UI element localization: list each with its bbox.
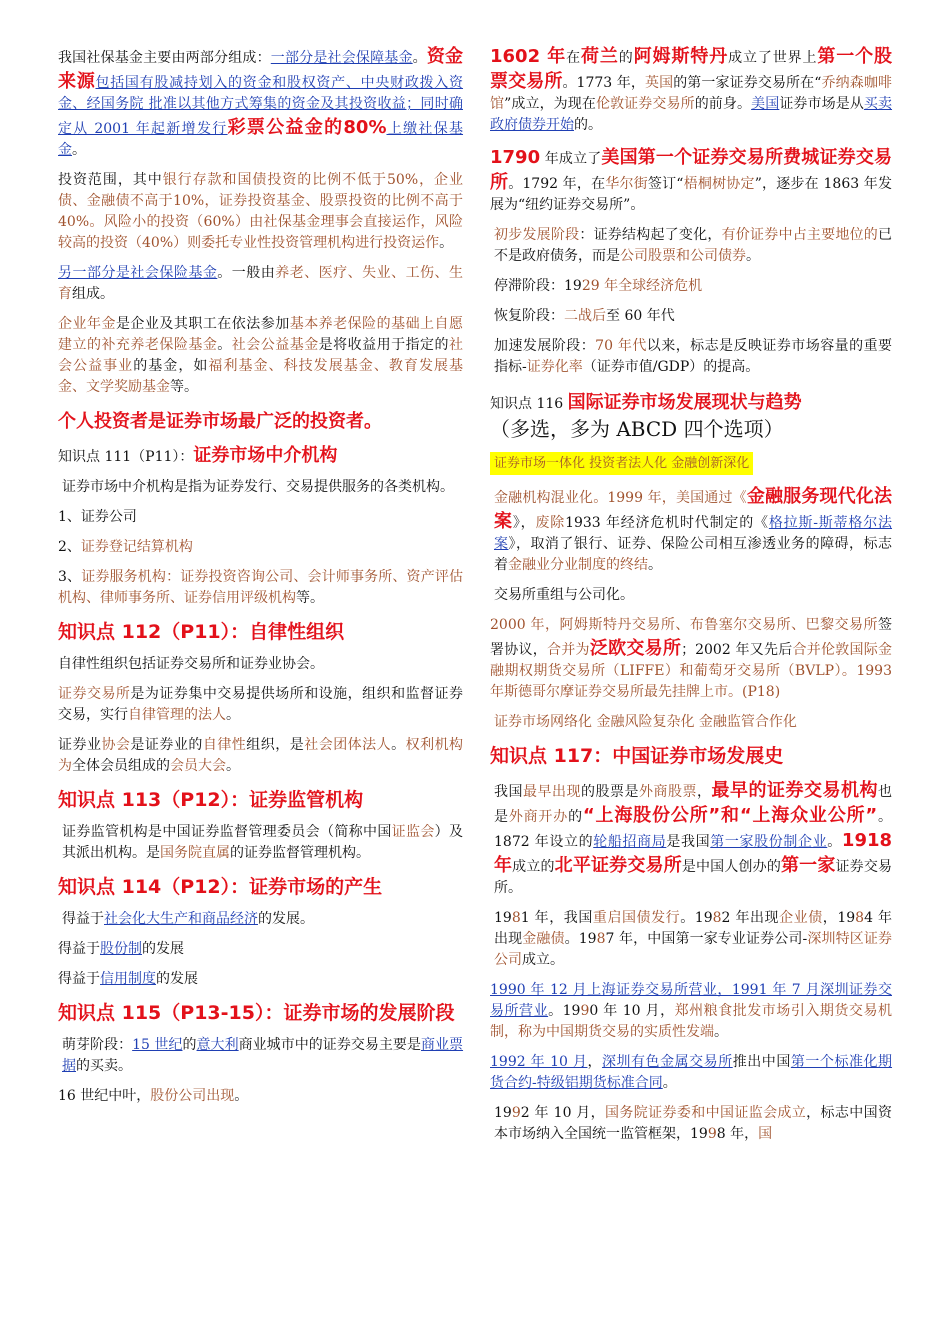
heading-112: 知识点 112（P11）：自律性组织 <box>58 621 345 643</box>
heading-111: 知识点 111（P11）：证券市场中介机构 <box>58 445 338 466</box>
bonds-1980s: 1981 年，我国重启国债发行。1982 年出现企业债，1984 年出现金融债。1987 年，中国第一家专业证券公司-深圳特区证券公司成立。 <box>494 910 893 968</box>
regulator-1992: 1992 年 10 月，国务院证券委和中国证监会成立，标志中国资本市场纳入全国统一监管框架，1998 年，国 <box>494 1105 893 1142</box>
futures-1992: 1992 年 10 月，深圳有色金属交易所推出中国第一个标准化期货合约-特级铝期货标准合同。 <box>490 1054 893 1091</box>
trends-list: 证券市场网络化 金融风险复杂化 金融监管合作化 <box>494 714 797 730</box>
origin-item-3: 得益于信用制度的发展 <box>58 971 198 987</box>
origin-item-1: 得益于社会化大生产和商品经济的发展。 <box>62 911 314 927</box>
sprouting-stage: 萌芽阶段：15 世纪的意大利商业城市中的证券交易主要是商业票据的买卖。 <box>62 1037 464 1074</box>
intermediary-definition: 证券市场中介机构是指为证券发行、交易提供服务的各类机构。 <box>62 479 454 495</box>
exchanges-1990: 1990 年 12 月上海证券交易所营业，1991 年 7 月深圳证券交易所营业。1990 年 10 月，郑州粮食批发市场引入期货交易机制，称为中国期货交易的实质性发端。 <box>490 982 892 1040</box>
intermediary-item-1: 1、证券公司 <box>58 509 137 525</box>
self-regulatory-intro: 自律性组织包括证券交易所和证券业协会。 <box>58 656 324 672</box>
stagnation-stage: 停滞阶段：1929 年全球经济危机 <box>494 278 703 294</box>
social-security-fund-paragraph: 我国社保基金主要由两部分组成：一部分是社会保障基金。资金来源包括国有股减持划入的资金和股权资产、中央财政拨入资金、经国务院 批准以其他方式筹集的资金及其投资收益；同时确 定从 2001 年起新增发行彩票公益金的80%上缴社保基金。 <box>58 46 464 158</box>
recovery-stage: 恢复阶段：二战后至 60 年代 <box>494 308 675 324</box>
stock-exchange-definition: 证券交易所是为证券集中交易提供场所和设施，组织和监督证券交易，实行自律管理的法人。 <box>58 686 464 723</box>
amsterdam-paragraph: 1602 年在荷兰的阿姆斯特丹成立了世界上第一个股票交易所。1773 年，英国的第一家证券交易所在“乔纳森咖啡馆”成立，为现在伦敦证券交易所的前身。美国证券市场是从买卖政府债券开始的。 <box>490 46 893 133</box>
heading-115: 知识点 115（P13-15）：证券市场的发展阶段 <box>58 1002 455 1024</box>
social-insurance-fund-paragraph: 另一部分是社会保险基金。一般由养老、医疗、失业、工伤、生育组成。 <box>58 265 464 302</box>
exchange-restructuring: 交易所重组与公司化。 <box>494 587 634 603</box>
financial-mixed-operation: 金融机构混业化。1999 年，美国通过《金融服务现代化法案》，废除1933 年经济危机时代制定的《格拉斯-斯蒂格尔法案》，取消了银行、证券、保险公司相互渗透业务的障碍，标志着金融业分业制度的终结。 <box>494 486 893 573</box>
securities-association-definition: 证券业协会是证券业的自律性组织，是社会团体法人。权利机构为全体会员组成的会员大会。 <box>58 737 464 774</box>
philadelphia-paragraph: 1790 年成立了美国第一个证券交易所费城证券交易所。1792 年，在华尔街签订“梧桐树协定”，逐步在 1863 年发展为“纽约证券交易所”。 <box>490 147 892 213</box>
origin-item-2: 得益于股份制的发展 <box>58 941 184 957</box>
right-column <box>490 44 892 1154</box>
initial-stage: 初步发展阶段：证券结构起了变化，有价证券中占主要地位的已不是政府债务，而是公司股票和公司债券。 <box>494 227 893 264</box>
heading-113: 知识点 113（P12）：证券监管机构 <box>58 789 364 811</box>
regulator-definition: 证券监管机构是中国证券监督管理委员会（简称中国证监会）及其派出机构。是国务院直属的证券监督管理机构。 <box>62 824 464 861</box>
intermediary-item-3: 3、证券服务机构：证券投资咨询公司、会计师事务所、资产评估机构、律师事务所、证券信用评级机构等。 <box>58 569 463 606</box>
early-china-market: 我国最早出现的股票是外商股票，最早的证券交易机构也是外商开办的“上海股份公所”和“上海众业公所”。1872 年设立的轮船招商局是我国第一家股份制企业。1918 年成立的北平证券交易所是中国人创办的第一家证券交易所。 <box>494 780 893 896</box>
heading-116: 知识点 116 国际证券市场发展现状与趋势 （多选，多为 ABCD 四个选项） <box>490 392 802 441</box>
heading-117: 知识点 117：中国证券市场发展史 <box>490 745 784 767</box>
trends-highlight: 证券市场一体化 投资者法人化 金融创新深化 <box>490 452 892 475</box>
investment-scope-paragraph: 投资范围，其中银行存款和国债投资的比例不低于50%，企业债、金融债不高于10%，证券投资基金、股票投资的比例不高于 40%。风险小的投资（60%）由社保基金理事会直接运作，风险较高的投资（40%）则委托专业性投资管理机构进行投资运作。 <box>58 172 463 251</box>
acceleration-stage: 加速发展阶段：70 年代以来，标志是反映证券市场容量的重要指标-证券化率（证券市值/GDP）的提高。 <box>494 338 893 375</box>
intermediary-item-2: 2、证券登记结算机构 <box>58 539 193 555</box>
left-column <box>58 44 463 1116</box>
enterprise-annuity-paragraph: 企业年金是企业及其职工在依法参加基本养老保险的基础上自愿建立的补充养老保险基金。社会公益基金是将收益用于指定的社会公益事业的基金，如福利基金、科技发展基金、教育发展基金、文学奖励基金等。 <box>58 316 464 395</box>
euronext-paragraph: 2000 年，阿姆斯特丹交易所、布鲁塞尔交易所、巴黎交易所签署协议，合并为泛欧交易所；2002 年又先后合并伦敦国际金融期权期货交易所（LIFFE）和葡萄牙交易所（BVLP）。1993 年斯德哥尔摩证券交易所最先挂牌上市。(P18) <box>490 617 893 700</box>
joint-stock-company-note: 16 世纪中叶，股份公司出现。 <box>58 1088 249 1104</box>
heading-114: 知识点 114（P12）：证券市场的产生 <box>58 876 383 898</box>
individual-investor-heading: 个人投资者是证券市场最广泛的投资者。 <box>58 411 382 432</box>
